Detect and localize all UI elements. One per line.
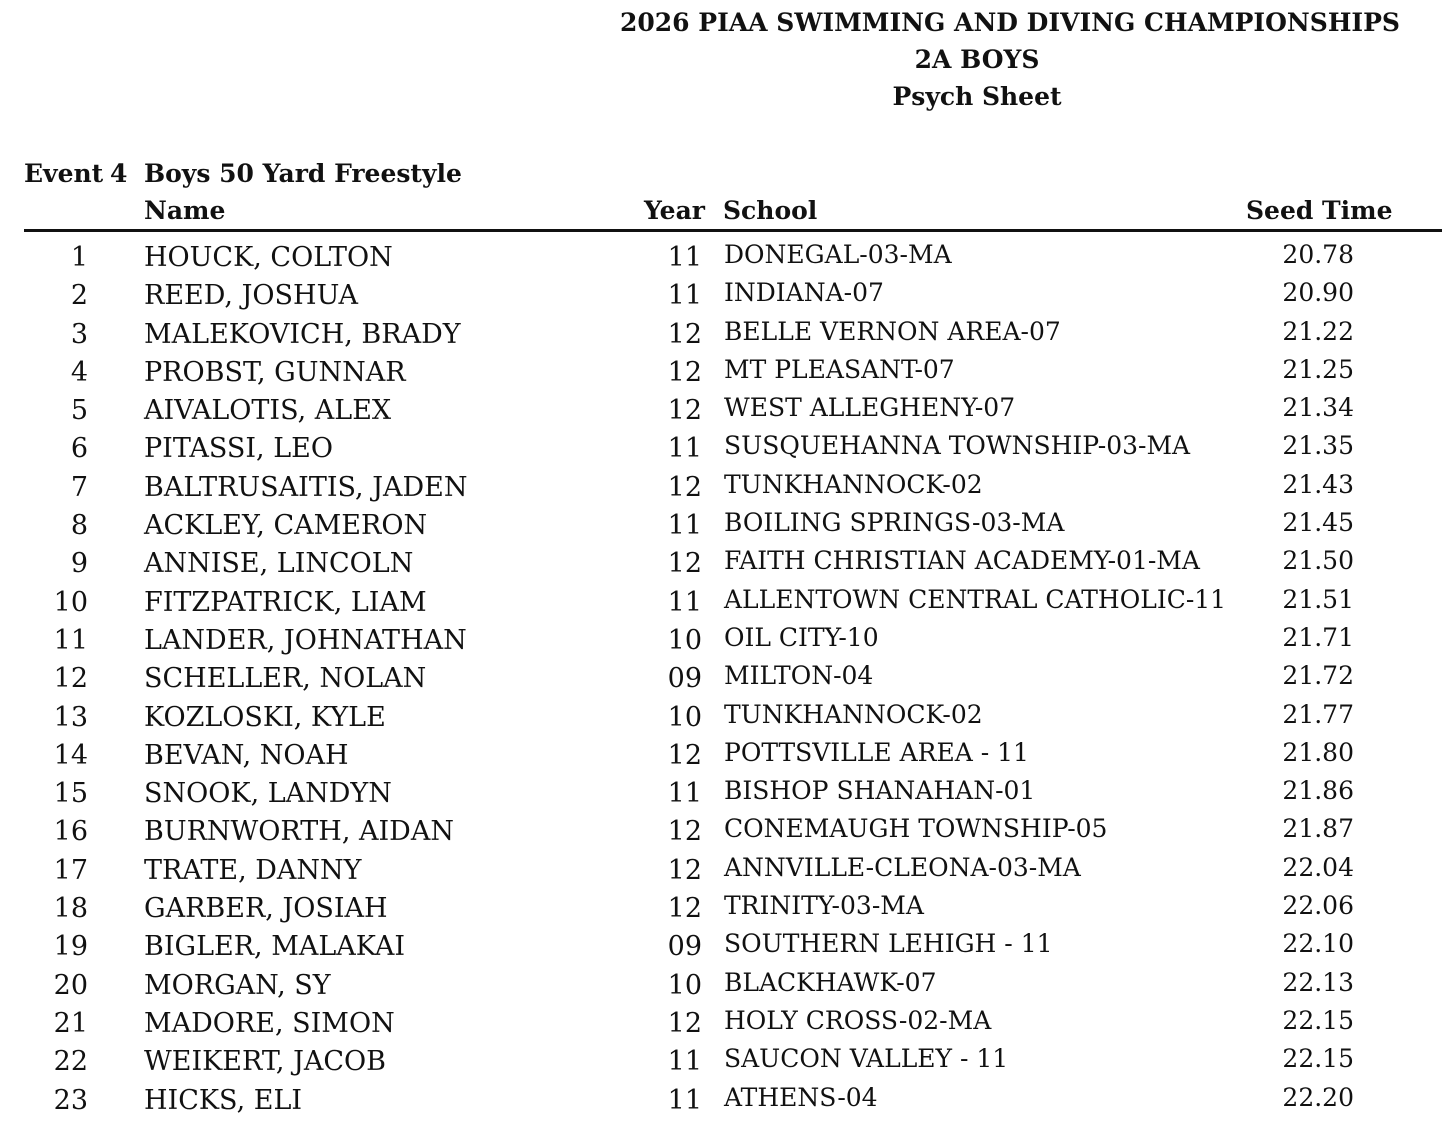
table-row [0, 431, 1442, 469]
meet-title: 2026 PIAA SWIMMING AND DIVING CHAMPIONSHIPS [620, 8, 1400, 37]
school-cell: CONEMAUGH TOWNSHIP-05 [724, 814, 1108, 844]
school-cell: TUNKHANNOCK-02 [724, 469, 983, 499]
rank-cell: 14 [53, 739, 88, 771]
seed-time-cell: 21.71 [1282, 622, 1354, 652]
event-title: Boys 50 Yard Freestyle [144, 159, 462, 188]
table-row [0, 393, 1442, 431]
table-row [0, 585, 1442, 623]
year-cell: 12 [667, 548, 702, 580]
year-cell: 12 [667, 739, 702, 771]
swimmer-name-cell: BURNWORTH, AIDAN [144, 816, 454, 848]
table-row [0, 853, 1442, 891]
year-cell: 12 [667, 893, 702, 925]
year-cell: 12 [667, 395, 702, 427]
table-row [0, 1006, 1442, 1044]
school-cell: SOUTHERN LEHIGH - 11 [724, 929, 1053, 959]
school-cell: OIL CITY-10 [724, 622, 879, 652]
seed-time-cell: 21.50 [1282, 546, 1354, 576]
swimmer-name-cell: GARBER, JOSIAH [144, 893, 388, 925]
seed-time-cell: 21.22 [1282, 316, 1354, 346]
seed-time-cell: 21.80 [1282, 737, 1354, 767]
rank-cell: 19 [53, 931, 88, 963]
table-row [0, 661, 1442, 699]
swimmer-name-cell: BEVAN, NOAH [144, 739, 349, 771]
sheet-type: Psych Sheet [892, 82, 1062, 111]
event-heading [24, 159, 462, 188]
header-divider [24, 229, 1442, 232]
year-cell: 10 [667, 701, 702, 733]
swimmer-name-cell: REED, JOSHUA [144, 280, 359, 312]
swimmer-name-cell: MALEKOVICH, BRADY [144, 318, 461, 350]
table-row [0, 546, 1442, 584]
swimmer-name-cell: LANDER, JOHNATHAN [144, 624, 467, 656]
school-cell: WEST ALLEGHENY-07 [724, 393, 1016, 423]
table-row [0, 278, 1442, 316]
year-cell: 11 [667, 778, 702, 810]
school-cell: MILTON-04 [724, 661, 874, 691]
school-cell: BOILING SPRINGS-03-MA [724, 508, 1065, 538]
column-header-year: Year [644, 196, 705, 225]
swimmer-name-cell: TRATE, DANNY [144, 854, 362, 886]
rank-cell: 21 [53, 1007, 88, 1039]
year-cell: 12 [667, 1007, 702, 1039]
table-row [0, 470, 1442, 508]
table-row [0, 317, 1442, 355]
swimmer-name-cell: MADORE, SIMON [144, 1007, 395, 1039]
table-row [0, 1083, 1442, 1121]
year-cell: 11 [667, 510, 702, 542]
year-cell: 12 [667, 854, 702, 886]
table-row [0, 508, 1442, 546]
year-cell: 11 [667, 242, 702, 273]
event-label: Event [24, 159, 104, 188]
year-cell: 11 [667, 1084, 702, 1116]
swimmer-name-cell: BALTRUSAITIS, JADEN [144, 471, 468, 503]
table-row [0, 968, 1442, 1006]
rank-cell: 20 [53, 969, 88, 1001]
rank-cell: 5 [70, 395, 88, 427]
school-cell: TRINITY-03-MA [724, 891, 924, 921]
swimmer-name-cell: MORGAN, SY [144, 969, 331, 1001]
column-header-name: Name [144, 196, 226, 225]
seed-time-cell: 21.87 [1282, 814, 1354, 844]
year-cell: 11 [667, 433, 702, 465]
swimmer-name-cell: FITZPATRICK, LIAM [144, 586, 427, 618]
school-cell: ATHENS-04 [724, 1082, 878, 1112]
school-cell: SUSQUEHANNA TOWNSHIP-03-MA [724, 431, 1191, 461]
event-number: 4 [110, 159, 128, 188]
year-cell: 12 [667, 816, 702, 848]
school-cell: DONEGAL-03-MA [724, 240, 952, 269]
seed-time-cell: 22.10 [1282, 929, 1354, 959]
swimmer-name-cell: HICKS, ELI [144, 1084, 303, 1116]
year-cell: 09 [667, 663, 702, 695]
rank-cell: 4 [70, 356, 88, 388]
rank-cell: 17 [53, 854, 88, 886]
table-row [0, 738, 1442, 776]
column-header-school: School [723, 196, 818, 225]
seed-time-cell: 21.25 [1282, 354, 1354, 384]
table-row [0, 929, 1442, 967]
rank-cell: 12 [53, 663, 88, 695]
table-row [0, 814, 1442, 852]
rank-cell: 22 [53, 1046, 88, 1078]
swimmer-name-cell: PROBST, GUNNAR [144, 356, 406, 388]
rank-cell: 23 [53, 1084, 88, 1116]
school-cell: TUNKHANNOCK-02 [724, 699, 983, 729]
table-row [0, 355, 1442, 393]
column-header-seed-time: Seed Time [1246, 196, 1393, 225]
table-row [0, 623, 1442, 661]
year-cell: 12 [667, 356, 702, 388]
rank-cell: 3 [70, 318, 88, 350]
table-row [0, 240, 1442, 278]
year-cell: 12 [667, 318, 702, 350]
swimmer-name-cell: WEIKERT, JACOB [144, 1046, 387, 1078]
school-cell: ALLENTOWN CENTRAL CATHOLIC-11 [724, 584, 1227, 614]
seed-time-cell: 22.04 [1282, 852, 1354, 882]
seed-time-cell: 21.86 [1282, 776, 1354, 806]
rank-cell: 18 [53, 893, 88, 925]
seed-time-cell: 22.20 [1282, 1082, 1354, 1112]
seed-time-cell: 21.34 [1282, 393, 1354, 423]
meet-division: 2A BOYS [914, 45, 1040, 74]
rank-cell: 16 [53, 816, 88, 848]
rank-cell: 11 [53, 624, 88, 656]
school-cell: BELLE VERNON AREA-07 [724, 316, 1061, 346]
seed-time-cell: 20.78 [1282, 240, 1354, 269]
school-cell: ANNVILLE-CLEONA-03-MA [724, 852, 1081, 882]
school-cell: HOLY CROSS-02-MA [724, 1005, 992, 1035]
school-cell: INDIANA-07 [724, 278, 884, 308]
swimmer-name-cell: KOZLOSKI, KYLE [144, 701, 386, 733]
seed-time-cell: 21.77 [1282, 699, 1354, 729]
table-row [0, 700, 1442, 738]
seed-time-cell: 22.15 [1282, 1044, 1354, 1074]
seed-time-cell: 22.13 [1282, 967, 1354, 997]
rank-cell: 7 [70, 471, 88, 503]
rank-cell: 1 [70, 242, 88, 273]
school-cell: FAITH CHRISTIAN ACADEMY-01-MA [724, 546, 1200, 576]
seed-time-cell: 21.51 [1282, 584, 1354, 614]
seed-time-cell: 21.45 [1282, 508, 1354, 538]
rank-cell: 8 [70, 510, 88, 542]
year-cell: 11 [667, 586, 702, 618]
swimmer-name-cell: BIGLER, MALAKAI [144, 931, 406, 963]
school-cell: BLACKHAWK-07 [724, 967, 937, 997]
table-row [0, 776, 1442, 814]
school-cell: POTTSVILLE AREA - 11 [724, 737, 1029, 767]
year-cell: 11 [667, 1046, 702, 1078]
seed-time-cell: 21.35 [1282, 431, 1354, 461]
rank-cell: 2 [70, 280, 88, 312]
seed-time-cell: 22.15 [1282, 1005, 1354, 1035]
results-table [0, 240, 1442, 1121]
rank-cell: 15 [53, 778, 88, 810]
school-cell: SAUCON VALLEY - 11 [724, 1044, 1009, 1074]
rank-cell: 13 [53, 701, 88, 733]
swimmer-name-cell: ANNISE, LINCOLN [144, 548, 414, 580]
seed-time-cell: 21.72 [1282, 661, 1354, 691]
swimmer-name-cell: AIVALOTIS, ALEX [144, 395, 392, 427]
table-row [0, 1044, 1442, 1082]
seed-time-cell: 20.90 [1282, 278, 1354, 308]
rank-cell: 6 [70, 433, 88, 465]
seed-time-cell: 21.43 [1282, 469, 1354, 499]
year-cell: 10 [667, 624, 702, 656]
swimmer-name-cell: SNOOK, LANDYN [144, 778, 392, 810]
document-header [620, 4, 1400, 115]
swimmer-name-cell: HOUCK, COLTON [144, 242, 393, 273]
swimmer-name-cell: ACKLEY, CAMERON [144, 510, 428, 542]
seed-time-cell: 22.06 [1282, 891, 1354, 921]
year-cell: 12 [667, 471, 702, 503]
year-cell: 09 [667, 931, 702, 963]
year-cell: 11 [667, 280, 702, 312]
rank-cell: 9 [70, 548, 88, 580]
year-cell: 10 [667, 969, 702, 1001]
swimmer-name-cell: SCHELLER, NOLAN [144, 663, 427, 695]
swimmer-name-cell: PITASSI, LEO [144, 433, 333, 465]
rank-cell: 10 [53, 586, 88, 618]
school-cell: MT PLEASANT-07 [724, 354, 955, 384]
school-cell: BISHOP SHANAHAN-01 [724, 776, 1036, 806]
table-row [0, 891, 1442, 929]
